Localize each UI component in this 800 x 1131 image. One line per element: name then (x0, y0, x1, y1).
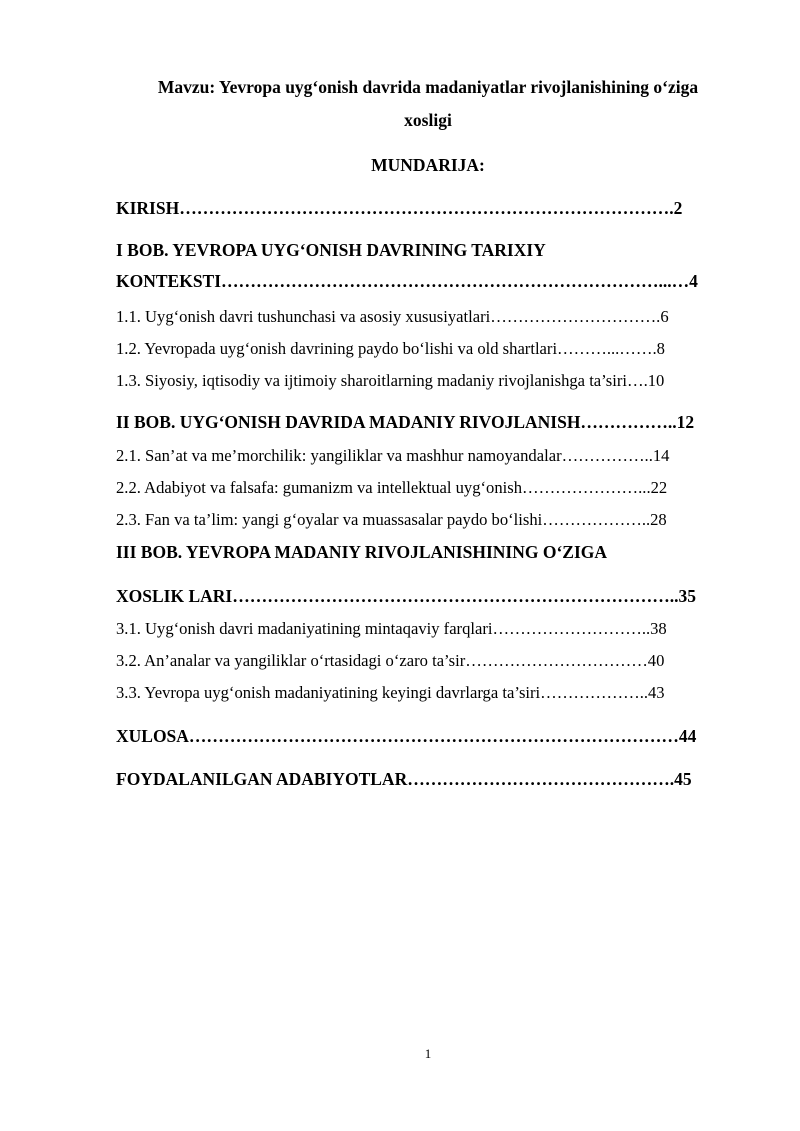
toc-entry-xulosa: XULOSA…………………………………………………………………………44 (116, 726, 697, 746)
toc-entry-1-2: 1.2. Yevropada uyg‘onish davrining paydo bo‘lishi va old shartlari………...…….8 (116, 339, 665, 358)
toc-entry-adabiyotlar: FOYDALANILGAN ADABIYOTLAR……………………………………….45 (116, 769, 692, 789)
toc-entry-1-1: 1.1. Uyg‘onish davri tushunchasi va asosiy xususiyatlari………………………….6 (116, 307, 669, 326)
page-number: 1 (424, 1046, 432, 1061)
toc-entry-bob2: II BOB. UYG‘ONISH DAVRIDA MADANIY RIVOJLANISH……………..12 (116, 412, 695, 432)
toc-entry-2-1: 2.1. San’at va me’morchilik: yangiliklar va mashhur namoyandalar……………..14 (116, 446, 670, 465)
toc-entry-3-1: 3.1. Uyg‘onish davri madaniyatining mintaqaviy farqlari………………………..38 (116, 619, 667, 638)
toc-entry-3-3: 3.3. Yevropa uyg‘onish madaniyatining keyingi davrlarga ta’siri………………..43 (116, 683, 665, 702)
contents-heading: MUNDARIJA: (371, 155, 485, 175)
title-line-2: xosligi (404, 110, 452, 130)
toc-entry-2-2: 2.2. Adabiyot va falsafa: gumanizm va intellektual uyg‘onish…………………...22 (116, 478, 668, 497)
toc-entry-bob1-line1: I BOB. YEVROPA UYG‘ONISH DAVRINING TARIXIY (116, 240, 546, 260)
toc-entry-bob3-line1: III BOB. YEVROPA MADANIY RIVOJLANISHINING O‘ZIGA (116, 542, 607, 562)
title-line-1: Mavzu: Yevropa uyg‘onish davrida madaniyatlar rivojlanishining o‘ziga (157, 77, 699, 97)
toc-entry-bob1-line2: KONTEKSTI…………………………………………………………………...…4 (116, 271, 698, 291)
toc-entry-bob3-line2: XOSLIK LARI…………………………………………………………………..35 (116, 586, 696, 606)
toc-entry-1-3: 1.3. Siyosiy, iqtisodiy va ijtimoiy sharoitlarning madaniy rivojlanishga ta’siri….10 (116, 371, 665, 390)
toc-entry-3-2: 3.2. An’analar va yangiliklar o‘rtasidagi o‘zaro ta’sir……………………………40 (116, 651, 665, 670)
toc-entry-kirish: KIRISH………………………………………………………………………….2 (116, 198, 683, 218)
toc-entry-2-3: 2.3. Fan va ta’lim: yangi g‘oyalar va muassasalar paydo bo‘lishi………………..28 (116, 510, 667, 529)
